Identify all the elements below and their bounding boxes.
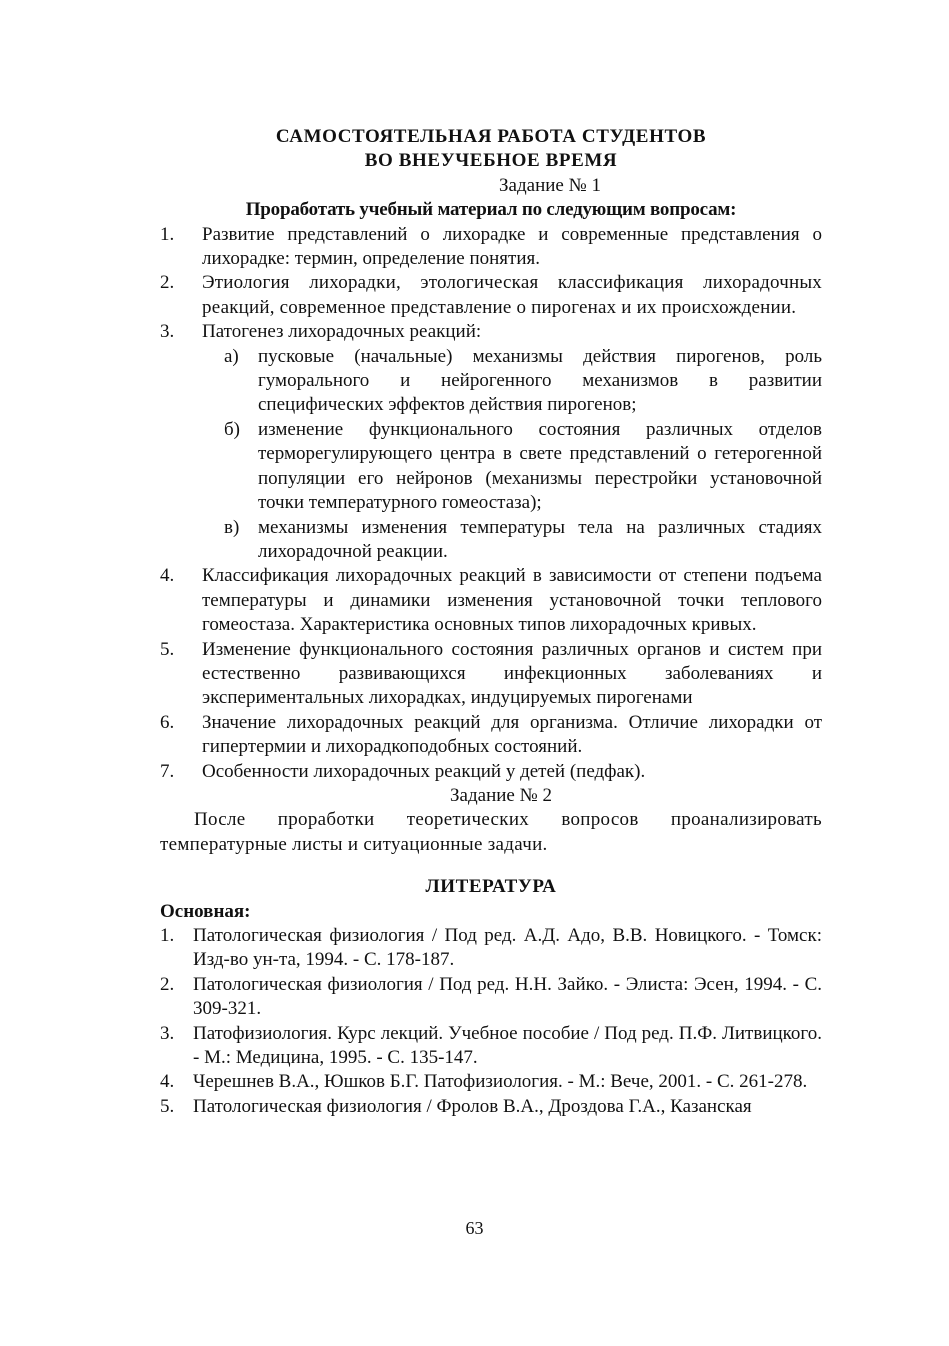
question-text: Значение лихорадочных реакций для организма. Отличие лихорадки от гипертермии и лихорадкоподобных состояний.	[202, 711, 822, 758]
reference-number: 3.	[160, 1022, 175, 1044]
page-content	[160, 125, 822, 1119]
question-text: Патогенез лихорадочных реакций:	[202, 321, 482, 343]
question-text: Развитие представлений о лихорадке и современные представления о лихорадке: термин, определение понятия.	[202, 223, 822, 270]
question-number: 2.	[160, 272, 175, 294]
title-line-1: САМОСТОЯТЕЛЬНАЯ РАБОТА СТУДЕНТОВ	[275, 126, 707, 147]
reference-text: Патологическая физиология / Под ред. Н.Н. Зайко. - Элиста: Эсен, 1994. - С. 309-321.	[193, 973, 822, 1020]
subitem-letter: а)	[224, 345, 239, 367]
subitem-letter: б)	[224, 418, 240, 440]
main-literature-label: Основная:	[160, 900, 251, 922]
reference-item	[160, 973, 822, 1022]
task1-label: Задание № 1	[499, 174, 601, 196]
subitem-text: механизмы изменения температуры тела на различных стадиях лихорадочной реакции.	[258, 516, 822, 562]
subitem	[224, 516, 822, 565]
question-text: Особенности лихорадочных реакций у детей (педфак).	[202, 760, 646, 782]
question-text: Изменение функционального состояния различных органов и систем при естественно развивающихся инфекционных заболеваниях и экспериментальных лихорадках, индуцируемых пирогенами	[202, 638, 822, 709]
reference-item	[160, 1095, 822, 1119]
reference-number: 1.	[160, 925, 175, 946]
question-number: 7.	[160, 760, 175, 782]
reference-number: 4.	[160, 1071, 175, 1093]
subitem-text: пусковые (начальные) механизмы действия пирогенов, роль гуморального и нейрогенного механизмов в развитии специфических эффектов действия пирогенов;	[258, 345, 822, 416]
question-number: 3.	[160, 321, 175, 343]
question-number: 6.	[160, 711, 175, 733]
subitem-letter: в)	[224, 516, 240, 538]
question-item	[160, 711, 822, 760]
reference-text: Патологическая физиология / Под ред. А.Д. Адо, В.В. Новицкого. - Томск: Изд-во ун-та, 1994. - С. 178-187.	[193, 925, 822, 971]
subitem	[224, 418, 822, 516]
reference-text: Патологическая физиология / Фролов В.А., Дроздова Г.А., Казанская	[193, 1095, 752, 1117]
literature-title: ЛИТЕРАТУРА	[425, 876, 557, 898]
page-number: 63	[465, 1218, 484, 1238]
question-item	[160, 638, 822, 711]
task2-label: Задание № 2	[450, 784, 552, 806]
question-item	[160, 223, 822, 272]
reference-text: Патофизиология. Курс лекций. Учебное пособие / Под ред. П.Ф. Литвицкого. - М.: Медицина, 1995. - С. 135-147.	[193, 1022, 822, 1069]
question-text: Классификация лихорадочных реакций в зависимости от степени подъема температуры и динамики изменения установочной точки теплового гомеостаза. Характеристика основных типов лихорадочных кривых.	[202, 565, 822, 636]
subitem-text: изменение функционального состояния различных отделов терморегулирующего центра в свете представлений о гетерогенной популяции его нейронов (механизмы перестройки установочной точки температурного гомеостаза);	[258, 418, 822, 514]
reference-item	[160, 1070, 822, 1094]
question-number: 4.	[160, 565, 175, 587]
reference-item	[160, 924, 822, 973]
reference-number: 5.	[160, 1095, 175, 1117]
question-number: 5.	[160, 638, 175, 660]
question-item	[160, 271, 822, 320]
reference-item	[160, 1022, 822, 1071]
title-line-2: ВО ВНЕУЧЕБНОЕ ВРЕМЯ	[364, 150, 618, 172]
question-item	[160, 760, 822, 784]
task2-text: После проработки теоретических вопросов проанализировать температурные листы и ситуационные задачи.	[160, 809, 822, 855]
question-text: Этиология лихорадки, этологическая классификация лихорадочных реакций, современное представление о пирогенах и их происхождении.	[202, 272, 822, 318]
question-item	[160, 564, 822, 637]
question-number: 1.	[160, 223, 175, 245]
question-item	[160, 320, 822, 344]
task1-heading: Проработать учебный материал по следующим вопросам:	[245, 199, 737, 221]
reference-text: Черешнев В.А., Юшков Б.Г. Патофизиология. - М.: Вече, 2001. - С. 261-278.	[193, 1071, 808, 1093]
subitem	[224, 345, 822, 418]
reference-number: 2.	[160, 973, 175, 995]
